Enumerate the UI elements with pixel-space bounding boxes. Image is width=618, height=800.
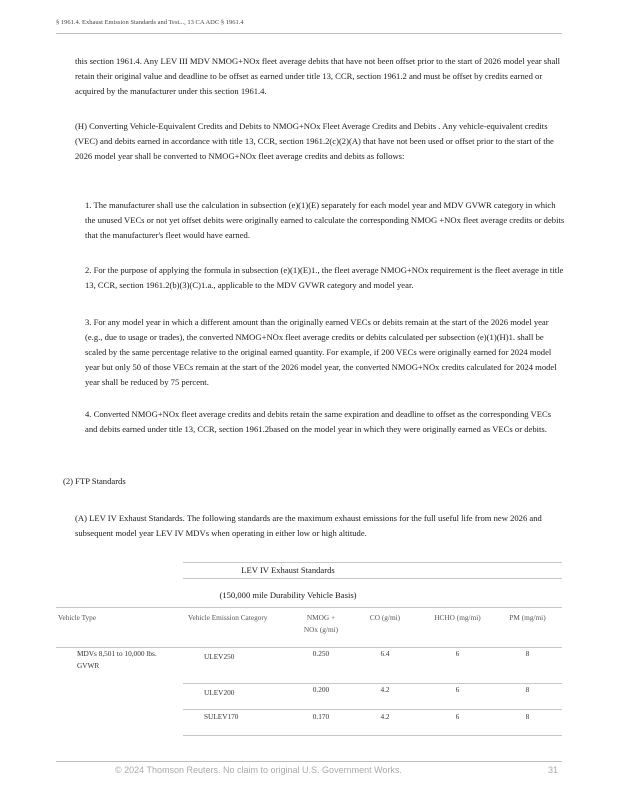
list-item-3: 3. For any model year in which a different amount than the originally earned VECs or debits remain at the start of the 2026 model year (e.g., due to usage or trades), the converted NMOG+NOx fleet average credits or debits calculated per subsection (e)(1)(H)1. shall be scaled by the same percentage relative to the original earned quantity. For example, if 200 VECs were originally earned for 2024 model year but only 50 of those VECs remain at the start of the 2026 model year, the converted NMOG+NOx credits calculated for 2024 model year shall be reduced by 75 percent.: [85, 317, 557, 387]
cell-hcho: 6: [455, 712, 460, 721]
row-rule: [183, 683, 562, 684]
footer-rule: [56, 761, 562, 762]
cell-pm: 8: [525, 685, 530, 694]
cell-co: 6.4: [380, 649, 390, 658]
cell-category: SULEV170: [204, 712, 239, 721]
cell-category: ULEV250: [204, 652, 235, 661]
header-rule: [56, 33, 562, 34]
cell-pm: 8: [525, 712, 530, 721]
header-hcho: HCHO (mg/mi): [434, 613, 481, 622]
list-item-2: 2. For the purpose of applying the formula in subsection (e)(1)(E)1., the fleet average NMOG+NOx requirement is the fleet average in title 13, CCR, section 1961.2(b)(3)(C)1.a., applicable to the MDV GVWR category and model year.: [85, 265, 564, 290]
header-pm: PM (mg/mi): [509, 613, 546, 622]
list-item-4: 4. Converted NMOG+NOx fleet average credits and debits retain the same expiration and deadline to offset as the corresponding VECs and debits earned under title 13, CCR, section 1961.2based on the model year in which they were originally earned as VECs or debits.: [85, 409, 552, 434]
list-item-1: 1. The manufacturer shall use the calculation in subsection (e)(1)(E) separately for each model year and MDV GVWR category in which the unused VECs or not yet offset debits were originally earned to calculate the corresponding NMOG +NOx fleet average credits or debits that the manufacturer's fleet would have earned.: [85, 200, 565, 240]
header-vehicle-type: Vehicle Type: [58, 613, 97, 622]
header-nmog-line2: NOx (g/mi): [303, 625, 339, 634]
cell-nmog: 0.250: [312, 649, 330, 658]
table-bottom-rule: [183, 735, 562, 736]
page-number: 31: [548, 765, 559, 775]
cell-pm: 8: [525, 649, 530, 658]
cell-hcho: 6: [455, 685, 460, 694]
paragraph-h-converting: (H) Converting Vehicle-Equivalent Credits and Debits to NMOG+NOx Fleet Average Credits and Debits . Any vehicle-equivalent credits (VEC) and debits earned in accordance with title 13, CCR, section 1961.2(c)(2)(A) that have not been used or offset prior to the start of the 2026 model year shall be converted to NMOG+NOx fleet average credits and debits as follows:: [75, 121, 554, 161]
header-co: CO (g/mi): [369, 613, 401, 622]
table-top-rule: [183, 562, 562, 563]
cell-nmog: 0.200: [312, 685, 330, 694]
table-title-rule: [183, 578, 562, 579]
cell-nmog: 0.170: [312, 712, 330, 721]
table-title: LEV IV Exhaust Standards: [241, 565, 335, 575]
table-subtitle: (150,000 mile Durability Vehicle Basis): [219, 590, 357, 600]
cell-category: ULEV200: [204, 688, 235, 697]
cell-vehicle-type-line1: MDVs 8,501 to 10,000 lbs.: [77, 649, 157, 658]
header-nmog-line1: NMOG +: [306, 613, 336, 622]
cell-hcho: 6: [455, 649, 460, 658]
cell-co: 4.2: [380, 712, 390, 721]
footer-copyright: © 2024 Thomson Reuters. No claim to original U.S. Government Works.: [115, 765, 402, 775]
row-rule: [183, 709, 562, 710]
paragraph-lev3-debits: this section 1961.4. Any LEV III MDV NMOG+NOx fleet average debits that have not been offset prior to the start of 2026 model year shall retain their original value and deadline to be offset as earned under title 13, CCR, section 1961.2 and must be offset by credits earned or acquired by the manufacturer under this section 1961.4.: [75, 56, 561, 96]
cell-co: 4.2: [380, 685, 390, 694]
running-header: § 1961.4. Exhaust Emission Standards and Test..., 13 CA ADC § 1961.4: [56, 19, 244, 26]
header-emission-category: Vehicle Emission Category: [188, 613, 268, 622]
table-header-top-rule: [56, 607, 562, 608]
table-header-bottom-rule: [56, 647, 562, 648]
cell-vehicle-type-line2: GVWR: [77, 661, 100, 670]
section-heading-ftp: (2) FTP Standards: [63, 476, 126, 486]
paragraph-a-lev4: (A) LEV IV Exhaust Standards. The following standards are the maximum exhaust emissions for the full useful life from new 2026 and subsequent model year LEV IV MDVs when operating in either low or high altitude.: [75, 513, 542, 538]
